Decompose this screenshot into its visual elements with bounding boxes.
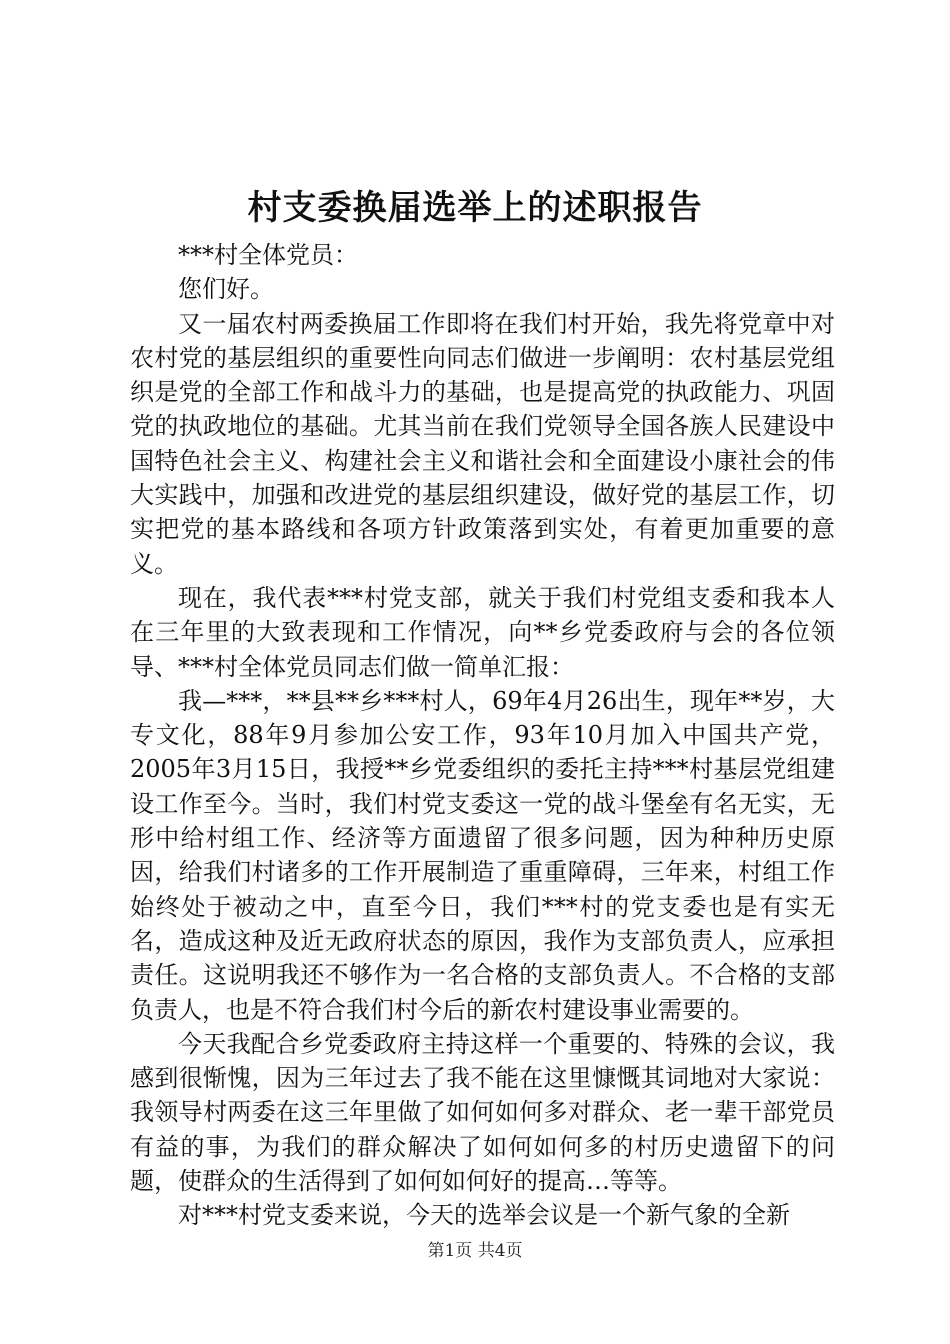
body-paragraph: 又一届农村两委换届工作即将在我们村开始，我先将党章中对农村党的基层组织的重要性向同志们做进一步阐明：农村基层党组织是党的全部工作和战斗力的基础，也是提高党的执政能力、巩固党的执政地位的基础。尤其当前在我们党领导全国各族人民建设中国特色社会主义、构建社会主义和谐社会和全面建设小康社会的伟大实践中，加强和改进党的基层组织建设，做好党的基层工作，切实把党的基本路线和各项方针政策落到实处，有着更加重要的意义。 — [130, 309, 835, 578]
greeting: 您们好。 — [178, 275, 274, 304]
document-title: 村支委换届选举上的述职报告 — [247, 188, 703, 228]
salutation: ***村全体党员： — [178, 241, 358, 269]
body-paragraph: 现在，我代表***村党支部，就关于我们村党组支委和我本人在三年里的大致表现和工作情况，向**乡党委政府与会的各位领导、***村全体党员同志们做一简单汇报： — [130, 583, 835, 681]
page-footer: 第1页 共4页 — [427, 1241, 523, 1261]
body-paragraph: 对***村党支委来说，今天的选举会议是一个新气象的全新 — [178, 1201, 790, 1230]
document-body — [130, 238, 835, 1233]
body-paragraph: 今天我配合乡党委政府主持这样一个重要的、特殊的会议，我感到很惭愧，因为三年过去了我不能在这里慷慨其词地对大家说：我领导村两委在这三年里做了如何如何多对群众、老一辈干部党员有益的事，为我们的群众解决了如何如何多的村历史遗留下的问题，使群众的生活得到了如何如何好的提高…等等。 — [130, 1029, 835, 1196]
body-paragraph: 我—***，**县**乡***村人，69年4月26出生，现年**岁，大专文化，88年9月参加公安工作，93年10月加入中国共产党，2005年3月15日，我授**乡党委组织的委托主持***村基层党组建设工作至今。当时，我们村党支委这一党的战斗堡垒有名无实，无形中给村组工作、经济等方面遗留了很多问题，因为种种历史原因，给我们村诸多的工作开展制造了重重障碍，三年来，村组工作始终处于被动之中，直至今日，我们***村的党支委也是有实无名，造成这种及近无政府状态的原因，我作为支部负责人，应承担责任。这说明我还不够作为一名合格的支部负责人。不合格的支部负责人，也是不符合我们村今后的新农村建设事业需要的。 — [130, 686, 835, 1024]
